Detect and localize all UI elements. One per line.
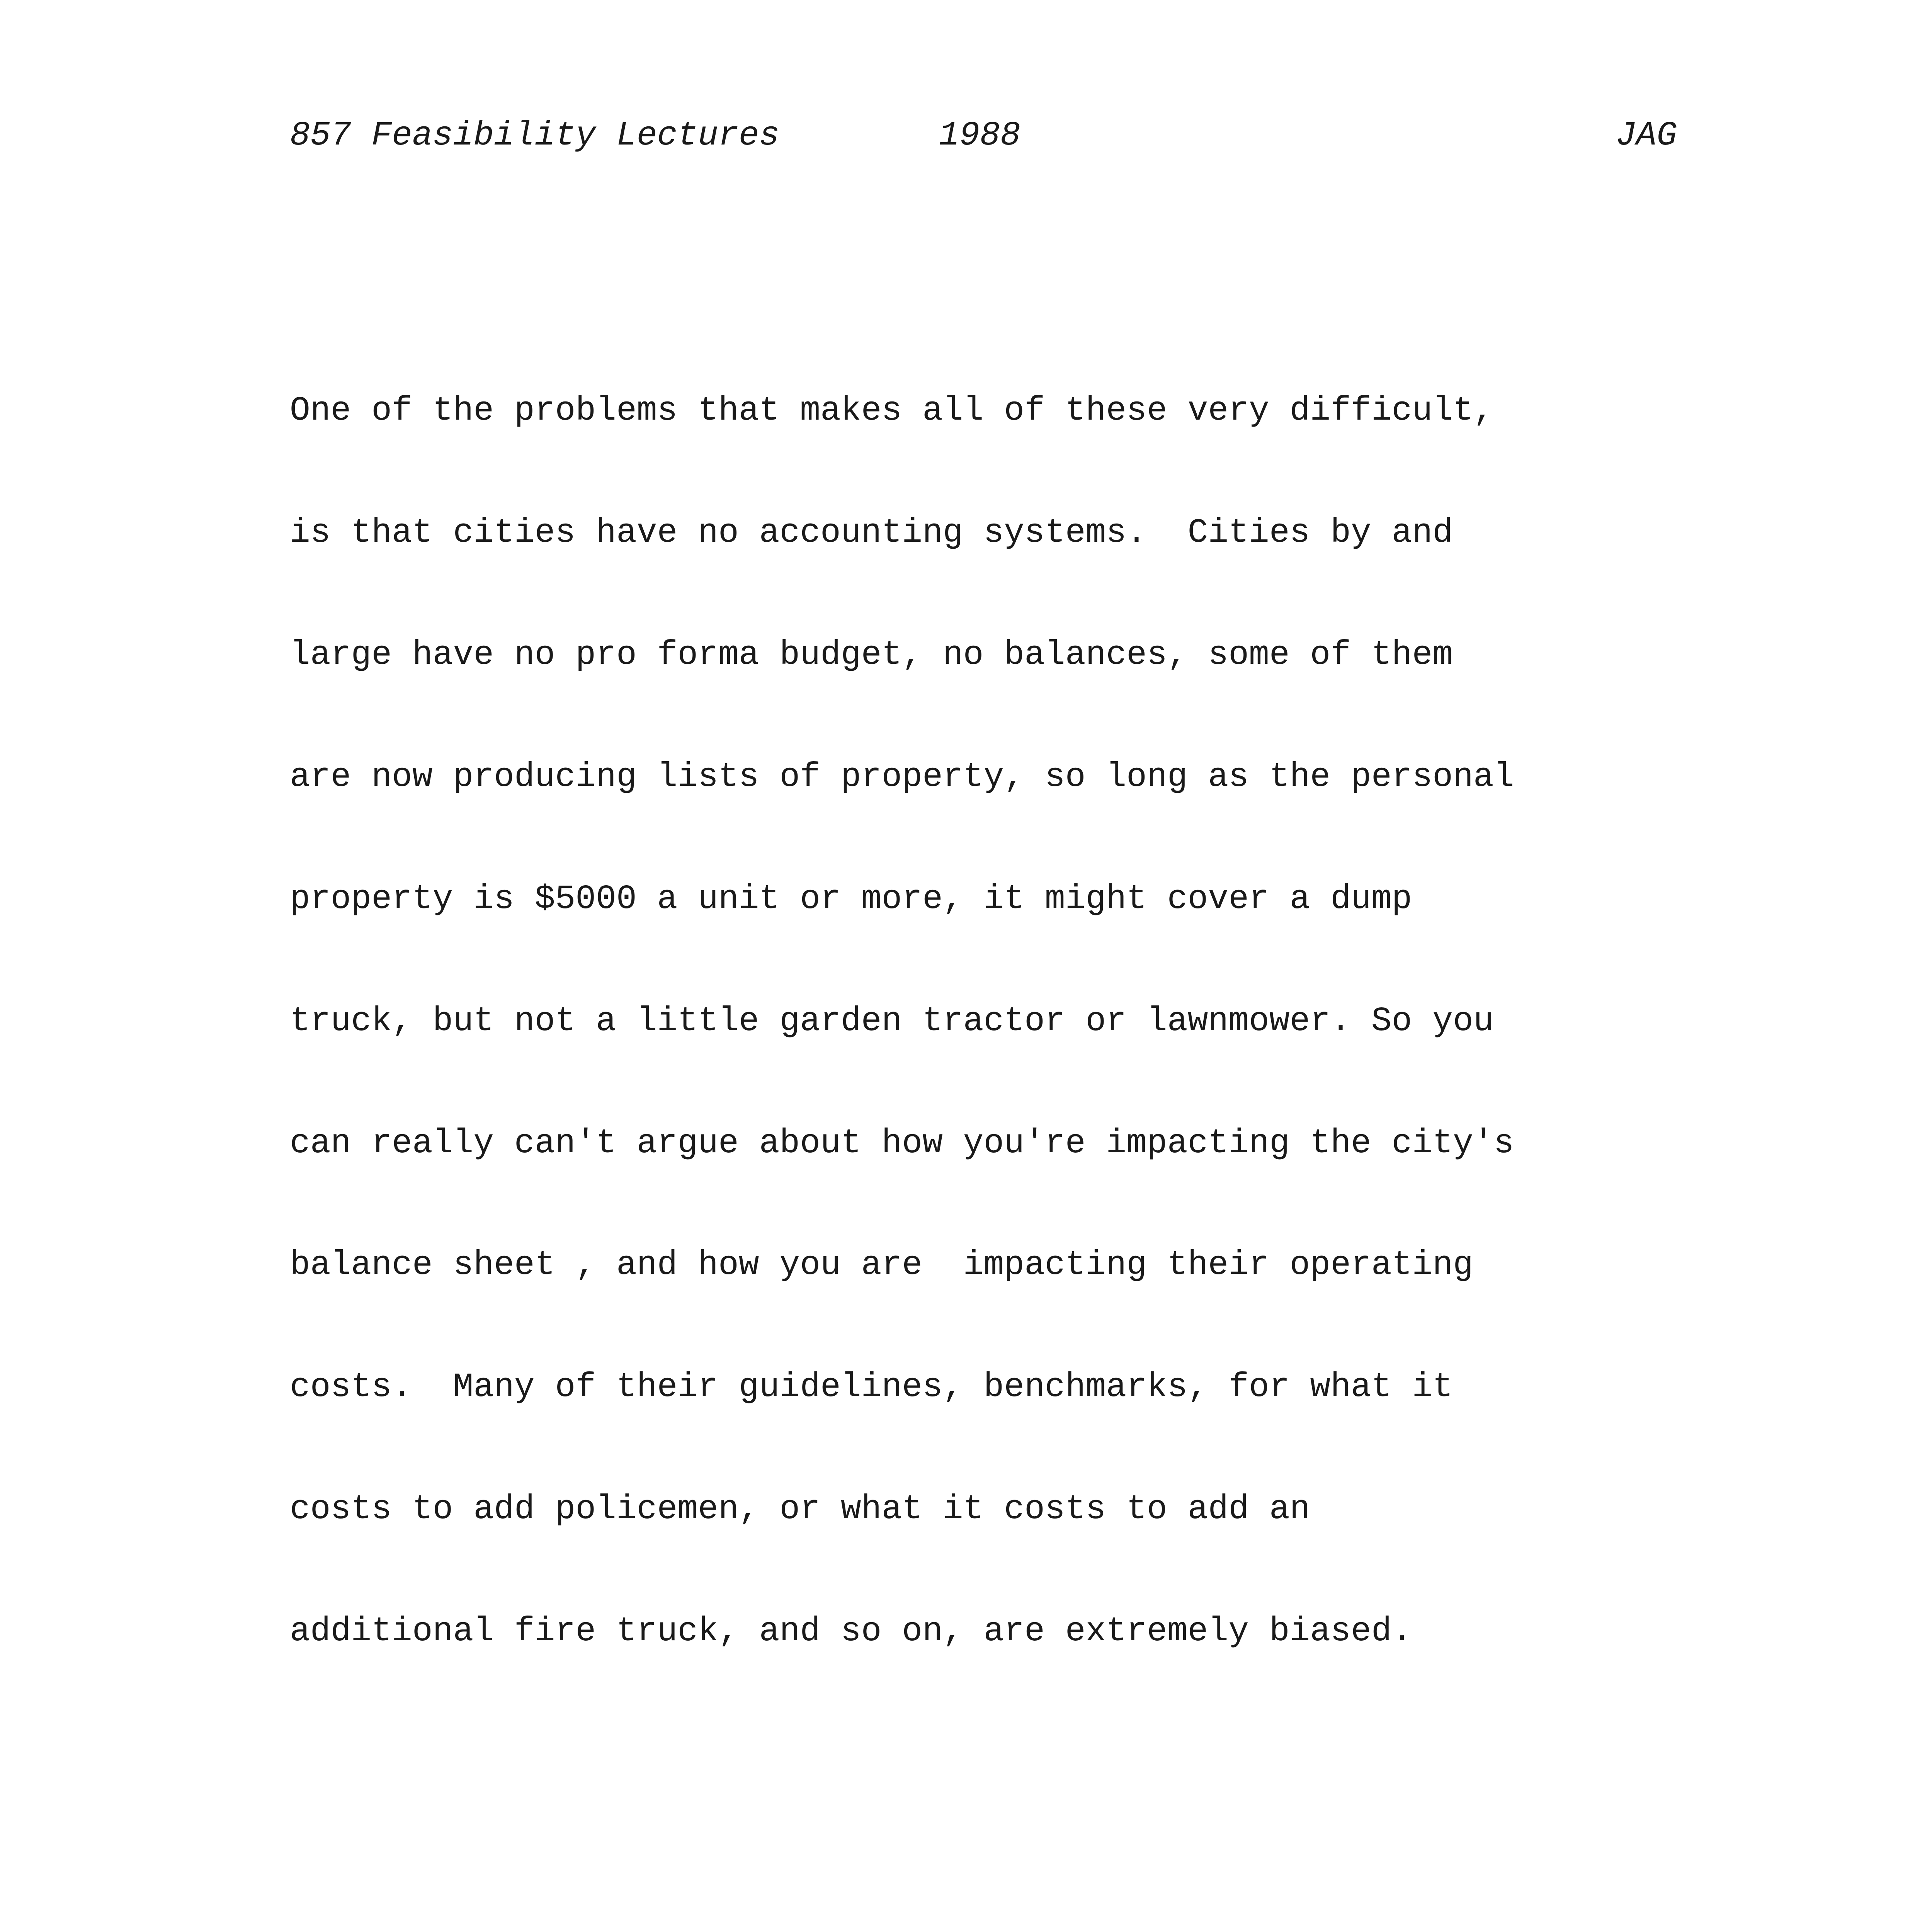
paragraph — [290, 1896, 1696, 1932]
text-line: are now producing lists of property, so long as the personal — [290, 758, 1514, 796]
text-line: is that cities have no accounting systems. Cities by and — [290, 514, 1453, 553]
header-year: 1988 — [939, 117, 1021, 155]
text-line: truck, but not a little garden tractor or lawnmower. So you — [290, 1002, 1494, 1041]
document-body — [290, 228, 1696, 1932]
text-line: can really can't argue about how you're impacting the city's — [290, 1124, 1514, 1163]
text-line: large have no pro forma budget, no balances, some of them — [290, 636, 1453, 674]
text-line: costs. Many of their guidelines, benchmarks, for what it — [290, 1368, 1453, 1407]
text-line: property is $5000 a unit or more, it might cover a dump — [290, 880, 1412, 918]
text-line: One of the problems that makes all of these very difficult, — [290, 392, 1494, 430]
text-line: additional fire truck, and so on, are extremely biased. — [290, 1612, 1412, 1651]
text-line: costs to add policemen, or what it costs to add an — [290, 1490, 1310, 1529]
paragraph — [290, 310, 1696, 1733]
running-header — [290, 113, 1677, 159]
header-title: 857 Feasibility Lectures — [290, 117, 780, 155]
header-author: JAG — [1616, 117, 1677, 155]
text-line: balance sheet , and how you are impacting their operating — [290, 1246, 1473, 1285]
